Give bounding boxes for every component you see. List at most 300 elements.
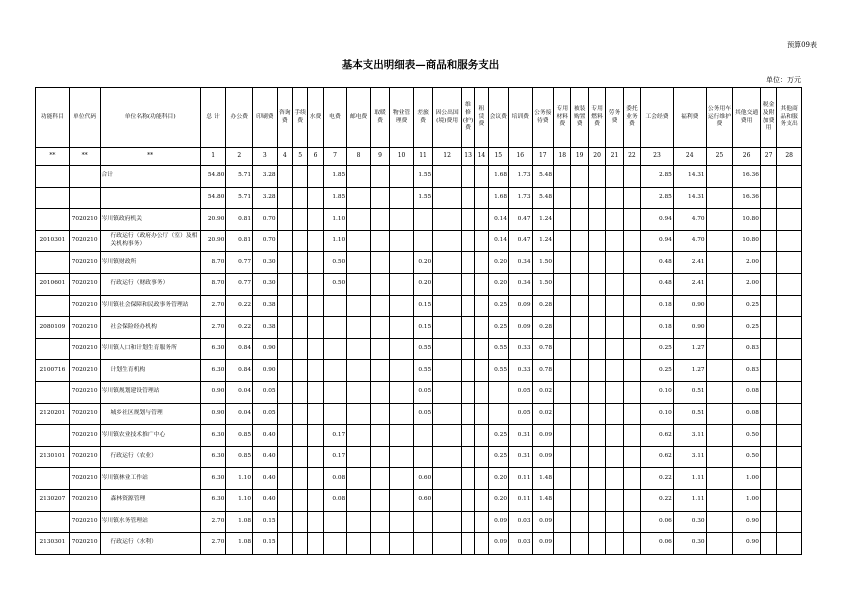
unit-code-cell: 7020210	[69, 533, 100, 555]
unit-code-cell: 7020210	[69, 317, 100, 339]
value-cell: 0.77	[226, 273, 253, 295]
value-cell	[433, 381, 462, 403]
value-cell	[277, 403, 292, 425]
column-header: 总 计	[200, 88, 226, 148]
column-index: 25	[706, 148, 733, 166]
value-cell	[588, 187, 605, 209]
value-cell	[308, 230, 323, 252]
value-cell	[277, 187, 292, 209]
value-cell	[777, 381, 802, 403]
header-row	[36, 88, 802, 148]
unit-name-cell: 计划生育机构	[100, 360, 200, 382]
value-cell: 1.11	[673, 468, 706, 490]
value-cell	[277, 425, 292, 447]
column-header: 电费	[323, 88, 347, 148]
value-cell	[433, 338, 462, 360]
value-cell	[370, 489, 389, 511]
value-cell	[292, 468, 307, 490]
function-code-cell: 2010601	[36, 273, 70, 295]
column-header: 其他商品和服务支出	[777, 88, 802, 148]
value-cell	[777, 166, 802, 188]
unit-code-cell: 7020210	[69, 209, 100, 231]
unit-label: 单位：万元	[766, 76, 801, 84]
value-cell: 0.06	[641, 533, 674, 555]
value-cell	[277, 273, 292, 295]
column-header: 单位名称(功能科目)	[100, 88, 200, 148]
column-header: 福利费	[673, 88, 706, 148]
value-cell	[777, 187, 802, 209]
value-cell: 1.73	[509, 166, 533, 188]
function-code-cell: 2130101	[36, 446, 70, 468]
value-cell	[390, 338, 414, 360]
value-cell	[347, 446, 371, 468]
value-cell	[433, 468, 462, 490]
value-cell	[461, 338, 474, 360]
function-code-cell	[36, 468, 70, 490]
value-cell	[571, 273, 588, 295]
value-cell: 4.70	[673, 230, 706, 252]
value-cell: 2.70	[200, 511, 226, 533]
value-cell: 0.08	[733, 403, 761, 425]
value-cell: 0.90	[673, 295, 706, 317]
value-cell	[623, 209, 640, 231]
value-cell	[475, 187, 488, 209]
unit-name-cell: 岑川镇林业工作站	[100, 468, 200, 490]
value-cell	[571, 489, 588, 511]
column-header: 委托业务费	[623, 88, 640, 148]
value-cell	[413, 533, 432, 555]
value-cell	[777, 230, 802, 252]
page-title: 基本支出明细表—商品和服务支出	[341, 59, 500, 71]
value-cell	[433, 273, 462, 295]
value-cell	[623, 533, 640, 555]
value-cell	[413, 511, 432, 533]
value-cell	[370, 273, 389, 295]
value-cell	[413, 230, 432, 252]
value-cell	[461, 252, 474, 274]
value-cell: 0.09	[509, 317, 533, 339]
value-cell: 0.09	[488, 533, 508, 555]
unit-code-cell: 7020210	[69, 446, 100, 468]
column-header: 被装购置费	[571, 88, 588, 148]
value-cell	[488, 381, 508, 403]
value-cell	[760, 381, 776, 403]
value-cell	[706, 425, 733, 447]
value-cell	[706, 166, 733, 188]
value-cell: 0.60	[413, 489, 432, 511]
value-cell	[571, 468, 588, 490]
value-cell: 0.05	[413, 381, 432, 403]
value-cell: 0.02	[532, 403, 554, 425]
value-cell: 0.08	[323, 489, 347, 511]
value-cell	[623, 317, 640, 339]
value-cell	[623, 425, 640, 447]
value-cell	[706, 468, 733, 490]
value-cell: 54.80	[200, 166, 226, 188]
value-cell	[571, 317, 588, 339]
value-cell	[433, 166, 462, 188]
value-cell	[760, 511, 776, 533]
value-cell: 0.02	[532, 381, 554, 403]
column-header: 培训费	[509, 88, 533, 148]
value-cell: 0.51	[673, 403, 706, 425]
value-cell	[461, 166, 474, 188]
value-cell: 0.40	[253, 489, 278, 511]
value-cell	[390, 166, 414, 188]
column-index: 17	[532, 148, 554, 166]
value-cell	[277, 468, 292, 490]
table-row	[36, 425, 802, 447]
value-cell: 0.84	[226, 338, 253, 360]
value-cell: 0.20	[488, 489, 508, 511]
column-index: 23	[641, 148, 674, 166]
column-index: **	[100, 148, 200, 166]
value-cell	[347, 468, 371, 490]
value-cell	[706, 230, 733, 252]
value-cell	[433, 252, 462, 274]
value-cell: 0.70	[253, 230, 278, 252]
value-cell: 0.90	[253, 360, 278, 382]
value-cell	[475, 273, 488, 295]
value-cell: 0.15	[413, 295, 432, 317]
value-cell: 0.25	[488, 317, 508, 339]
column-header: 维修(护)费	[461, 88, 474, 148]
function-code-cell: 2130301	[36, 533, 70, 555]
value-cell	[370, 403, 389, 425]
value-cell: 0.15	[253, 533, 278, 555]
value-cell	[571, 187, 588, 209]
value-cell	[370, 230, 389, 252]
value-cell	[475, 511, 488, 533]
function-code-cell: 2010301	[36, 230, 70, 252]
value-cell: 1.85	[323, 166, 347, 188]
value-cell: 0.85	[226, 425, 253, 447]
value-cell	[760, 360, 776, 382]
value-cell	[433, 230, 462, 252]
table-row	[36, 360, 802, 382]
value-cell	[554, 209, 571, 231]
value-cell	[606, 489, 623, 511]
value-cell	[606, 273, 623, 295]
column-header: 其他交通费用	[733, 88, 761, 148]
value-cell: 3.28	[253, 166, 278, 188]
value-cell	[347, 425, 371, 447]
value-cell	[433, 511, 462, 533]
table-row	[36, 468, 802, 490]
value-cell: 0.34	[509, 273, 533, 295]
value-cell: 0.03	[509, 533, 533, 555]
column-index: 24	[673, 148, 706, 166]
unit-code-cell	[69, 166, 100, 188]
value-cell: 1.50	[532, 252, 554, 274]
value-cell	[277, 230, 292, 252]
value-cell: 0.09	[488, 511, 508, 533]
value-cell: 4.70	[673, 209, 706, 231]
value-cell	[760, 166, 776, 188]
column-header: 租赁费	[475, 88, 488, 148]
value-cell	[370, 295, 389, 317]
value-cell: 0.15	[253, 511, 278, 533]
value-cell	[308, 209, 323, 231]
value-cell	[277, 489, 292, 511]
value-cell: 1.27	[673, 360, 706, 382]
value-cell	[347, 403, 371, 425]
value-cell	[554, 166, 571, 188]
column-index: 3	[253, 148, 278, 166]
value-cell	[475, 360, 488, 382]
value-cell: 1.10	[226, 489, 253, 511]
value-cell: 0.30	[253, 273, 278, 295]
unit-code-cell: 7020210	[69, 403, 100, 425]
value-cell: 1.68	[488, 166, 508, 188]
value-cell	[370, 511, 389, 533]
value-cell: 1.00	[733, 468, 761, 490]
value-cell	[390, 403, 414, 425]
value-cell	[347, 338, 371, 360]
value-cell: 1.48	[532, 468, 554, 490]
value-cell: 0.15	[413, 317, 432, 339]
value-cell: 0.04	[226, 381, 253, 403]
value-cell: 0.30	[253, 252, 278, 274]
value-cell	[370, 446, 389, 468]
value-cell	[277, 533, 292, 555]
value-cell	[706, 252, 733, 274]
function-code-cell	[36, 295, 70, 317]
value-cell	[323, 403, 347, 425]
value-cell: 1.00	[733, 489, 761, 511]
value-cell	[277, 209, 292, 231]
unit-name-cell: 行政运行（财政事务）	[100, 273, 200, 295]
unit-name-cell: 合计	[100, 166, 200, 188]
document-code: 预算09表	[787, 41, 817, 49]
value-cell	[277, 338, 292, 360]
value-cell: 0.18	[641, 317, 674, 339]
value-cell: 0.94	[641, 209, 674, 231]
unit-code-cell: 7020210	[69, 295, 100, 317]
value-cell	[571, 533, 588, 555]
value-cell	[777, 252, 802, 274]
value-cell	[433, 489, 462, 511]
value-cell: 0.40	[253, 468, 278, 490]
value-cell	[571, 230, 588, 252]
value-cell	[308, 403, 323, 425]
value-cell	[623, 489, 640, 511]
column-header: 邮电费	[347, 88, 371, 148]
value-cell	[606, 317, 623, 339]
value-cell: 0.84	[226, 360, 253, 382]
value-cell: 5.71	[226, 187, 253, 209]
value-cell: 1.27	[673, 338, 706, 360]
value-cell	[623, 338, 640, 360]
value-cell	[292, 425, 307, 447]
value-cell: 5.48	[532, 187, 554, 209]
value-cell: 20.90	[200, 230, 226, 252]
value-cell: 0.78	[532, 338, 554, 360]
value-cell: 1.11	[673, 489, 706, 511]
column-index: 2	[226, 148, 253, 166]
value-cell	[760, 489, 776, 511]
value-cell: 0.38	[253, 317, 278, 339]
value-cell	[475, 252, 488, 274]
column-header: 印刷费	[253, 88, 278, 148]
value-cell: 8.70	[200, 252, 226, 274]
value-cell	[760, 446, 776, 468]
value-cell	[461, 446, 474, 468]
value-cell: 0.33	[509, 338, 533, 360]
value-cell	[571, 295, 588, 317]
value-cell	[606, 533, 623, 555]
column-header: 水费	[308, 88, 323, 148]
value-cell: 0.94	[641, 230, 674, 252]
value-cell	[323, 295, 347, 317]
value-cell: 0.28	[532, 317, 554, 339]
value-cell	[292, 511, 307, 533]
value-cell: 0.55	[413, 338, 432, 360]
table-row	[36, 209, 802, 231]
unit-name-cell: 社会保险经办机构	[100, 317, 200, 339]
value-cell	[588, 166, 605, 188]
value-cell: 0.47	[509, 230, 533, 252]
value-cell	[308, 381, 323, 403]
value-cell	[588, 338, 605, 360]
value-cell	[292, 381, 307, 403]
value-cell: 0.50	[323, 252, 347, 274]
value-cell: 0.20	[413, 252, 432, 274]
value-cell	[433, 209, 462, 231]
value-cell: 0.14	[488, 230, 508, 252]
value-cell: 0.22	[226, 317, 253, 339]
value-cell	[390, 425, 414, 447]
value-cell	[623, 166, 640, 188]
value-cell: 6.30	[200, 360, 226, 382]
value-cell: 5.48	[532, 166, 554, 188]
value-cell	[370, 533, 389, 555]
column-index: 14	[475, 148, 488, 166]
value-cell: 0.14	[488, 209, 508, 231]
value-cell	[606, 511, 623, 533]
value-cell	[777, 295, 802, 317]
value-cell	[760, 468, 776, 490]
value-cell	[475, 468, 488, 490]
value-cell: 0.05	[413, 403, 432, 425]
value-cell	[777, 338, 802, 360]
value-cell	[370, 187, 389, 209]
value-cell: 2.41	[673, 252, 706, 274]
value-cell	[323, 381, 347, 403]
value-cell: 0.22	[641, 489, 674, 511]
value-cell	[390, 533, 414, 555]
value-cell: 0.25	[733, 295, 761, 317]
value-cell: 1.10	[226, 468, 253, 490]
value-cell: 0.48	[641, 252, 674, 274]
value-cell	[606, 252, 623, 274]
value-cell	[292, 187, 307, 209]
value-cell: 0.05	[509, 403, 533, 425]
function-code-cell	[36, 209, 70, 231]
value-cell: 0.17	[323, 446, 347, 468]
value-cell	[292, 403, 307, 425]
value-cell	[777, 273, 802, 295]
value-cell	[390, 489, 414, 511]
column-index: **	[36, 148, 70, 166]
value-cell	[461, 468, 474, 490]
unit-code-cell: 7020210	[69, 468, 100, 490]
value-cell	[706, 295, 733, 317]
column-index: 22	[623, 148, 640, 166]
value-cell	[760, 317, 776, 339]
value-cell: 0.05	[509, 381, 533, 403]
value-cell	[461, 187, 474, 209]
value-cell	[370, 468, 389, 490]
column-header: 功能科目	[36, 88, 70, 148]
value-cell	[370, 209, 389, 231]
value-cell	[588, 489, 605, 511]
value-cell	[777, 533, 802, 555]
value-cell	[777, 209, 802, 231]
value-cell	[554, 446, 571, 468]
value-cell: 1.48	[532, 489, 554, 511]
value-cell: 0.11	[509, 489, 533, 511]
value-cell	[475, 403, 488, 425]
value-cell	[308, 187, 323, 209]
column-index: 28	[777, 148, 802, 166]
value-cell	[588, 511, 605, 533]
function-code-cell	[36, 338, 70, 360]
unit-name-cell: 城乡社区规划与管理	[100, 403, 200, 425]
value-cell	[292, 338, 307, 360]
function-code-cell	[36, 187, 70, 209]
value-cell: 0.20	[488, 468, 508, 490]
value-cell: 0.08	[323, 468, 347, 490]
unit-code-cell: 7020210	[69, 338, 100, 360]
unit-code-cell: 7020210	[69, 230, 100, 252]
value-cell	[413, 446, 432, 468]
value-cell	[606, 338, 623, 360]
value-cell: 0.06	[641, 511, 674, 533]
column-index: **	[69, 148, 100, 166]
value-cell: 16.36	[733, 187, 761, 209]
value-cell: 0.09	[532, 425, 554, 447]
expense-detail-table	[35, 87, 802, 555]
value-cell	[292, 230, 307, 252]
value-cell	[588, 468, 605, 490]
column-header: 会议费	[488, 88, 508, 148]
value-cell	[588, 273, 605, 295]
column-index: 12	[433, 148, 462, 166]
value-cell	[571, 252, 588, 274]
value-cell	[292, 446, 307, 468]
value-cell	[554, 533, 571, 555]
value-cell	[571, 166, 588, 188]
value-cell	[461, 360, 474, 382]
value-cell	[323, 338, 347, 360]
value-cell	[706, 381, 733, 403]
value-cell	[461, 511, 474, 533]
column-header: 公务用车运行维护费	[706, 88, 733, 148]
column-header: 公务接待费	[532, 88, 554, 148]
value-cell	[623, 273, 640, 295]
value-cell	[588, 425, 605, 447]
unit-code-cell: 7020210	[69, 360, 100, 382]
value-cell	[323, 511, 347, 533]
value-cell: 0.38	[253, 295, 278, 317]
column-index: 19	[571, 148, 588, 166]
value-cell: 54.80	[200, 187, 226, 209]
value-cell	[777, 403, 802, 425]
value-cell: 0.62	[641, 446, 674, 468]
column-header: 差旅费	[413, 88, 432, 148]
column-header: 劳务费	[606, 88, 623, 148]
